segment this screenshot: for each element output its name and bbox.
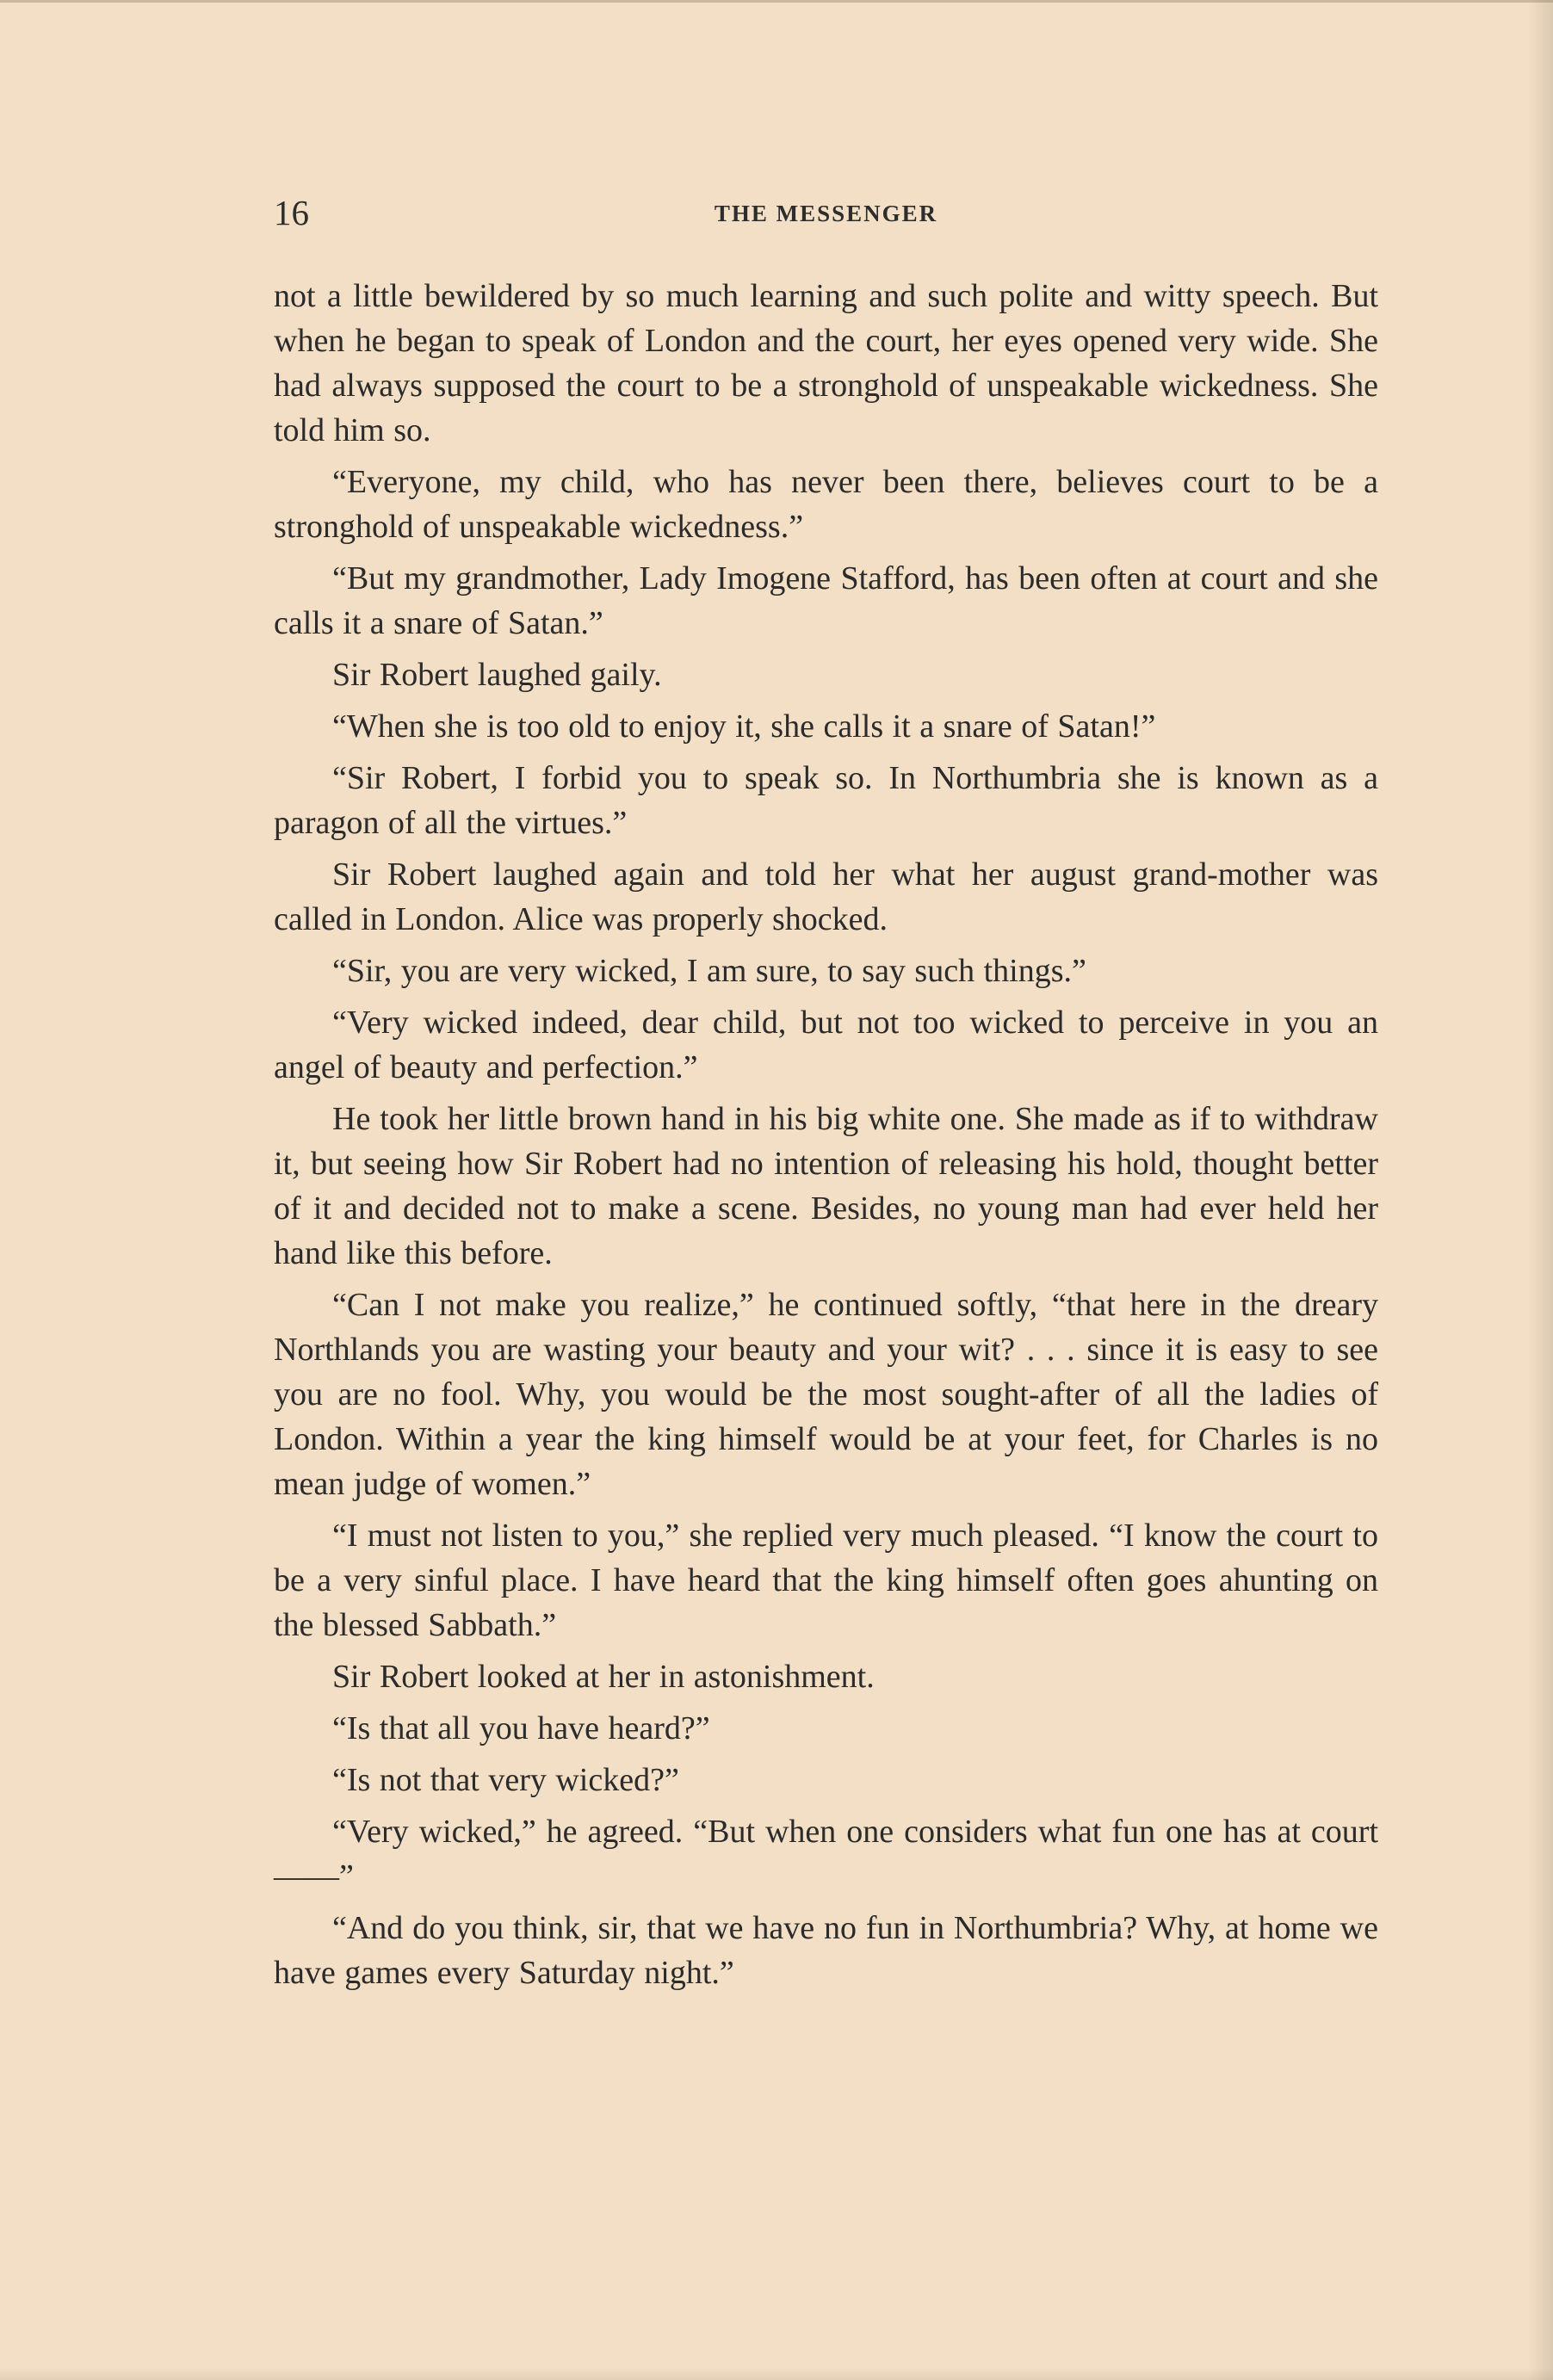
paragraph: He took her little brown hand in his big white one. She made as if to withdraw it, but seeing how Sir Robert had no intention of releasing his hold, thought better of it and decided not to make a scene. Besides, no young man had ever held her hand like this before. [274, 1101, 1378, 1271]
paragraph: not a little bewildered by so much learning and such polite and witty speech. But when he began to speak of London and the court, her eyes opened very wide. She had always supposed the court to be a stronghold of unspeakable wickedness. She told him so. [274, 278, 1378, 448]
paragraph: “Very wicked indeed, dear child, but not too wicked to perceive in you an angel of beauty and perfection.” [274, 1005, 1378, 1085]
page-number: 16 [274, 193, 309, 232]
paragraph: “Is not that very wicked?” [332, 1762, 679, 1798]
paragraph: “When she is too old to enjoy it, she calls it a snare of Satan!” [332, 708, 1156, 745]
paragraph: “Very wicked,” he agreed. “But when one considers what fun one has at court——” [274, 1814, 1378, 1895]
paragraph: “But my grandmother, Lady Imogene Stafford, has been often at court and she calls it a snare of Satan.” [274, 560, 1378, 641]
paragraph: Sir Robert laughed again and told her what her august grand-mother was called in London. Alice was properly shocked. [274, 856, 1378, 937]
paragraph: “Is that all you have heard?” [332, 1710, 710, 1746]
paragraph: Sir Robert looked at her in astonishment. [332, 1659, 875, 1695]
running-title: THE MESSENGER [714, 201, 938, 226]
paragraph: Sir Robert laughed gaily. [332, 657, 662, 693]
paragraph: “I must not listen to you,” she replied very much pleased. “I know the court to be a very sinful place. I have heard that the king himself often goes ahunting on the blessed Sabbath.” [274, 1518, 1378, 1643]
paragraph: “Sir, you are very wicked, I am sure, to say such things.” [332, 953, 1086, 989]
paragraph: “And do you think, sir, that we have no fun in Northumbria? Why, at home we have games every Saturday night.” [274, 1910, 1378, 1991]
page-bottom-shadow [0, 2368, 1553, 2380]
paragraph: “Can I not make you realize,” he continued softly, “that here in the dreary Northlands you are wasting your beauty and your wit? . . . since it is easy to see you are no fool. Why, you would be the most sought-after of all the ladies of London. Within a year the king himself would be at your feet, for Charles is no mean judge of women.” [274, 1287, 1378, 1502]
body-text [274, 274, 1378, 2002]
paragraph: “Sir Robert, I forbid you to speak so. In Northumbria she is known as a paragon of all the virtues.” [274, 760, 1378, 841]
page-gutter-shadow [1527, 0, 1553, 2380]
top-edge-rule [0, 0, 1553, 3]
paragraph: “Everyone, my child, who has never been there, believes court to be a stronghold of unspeakable wickedness.” [274, 464, 1378, 545]
running-head [274, 191, 1378, 234]
